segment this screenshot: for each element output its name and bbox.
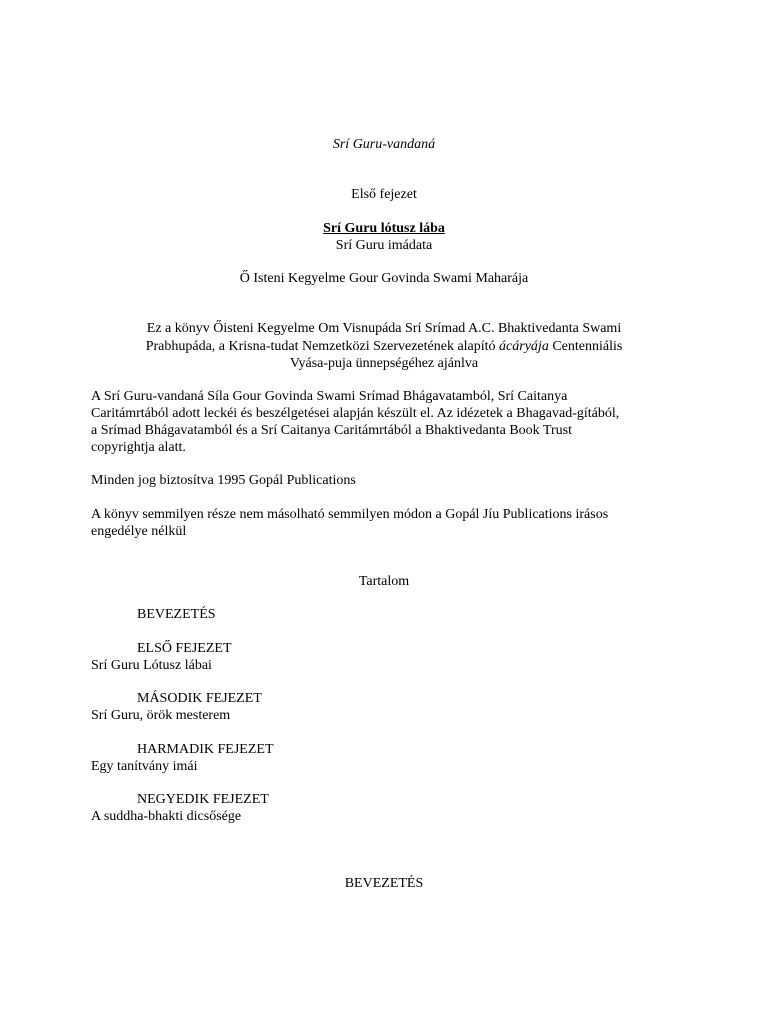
intro-line-4: copyrightja alatt. (91, 440, 186, 455)
section-heading: BEVEZETÉS (344, 876, 424, 891)
dedication-line-2-start: Prabhupáda, a Krisna-tudat Nemzetközi Szervezetének alapító (145, 339, 500, 354)
chapter-subtitle: Srí Guru imádata (335, 238, 433, 253)
book-title: Srí Guru-vandaná (332, 137, 436, 152)
intro-line-2: Caritámrtából adott leckéi és beszélgetései alapján készült el. Az idézetek a Bhagavad-gítából, (91, 406, 620, 421)
toc-entry-subtitle: A suddha-bhakti dicsősége (91, 809, 242, 824)
dedication-line-2 (0, 338, 768, 355)
toc-entry-subtitle: Egy tanítvány imái (91, 759, 198, 774)
toc-entry-heading: NEGYEDIK FEJEZET (137, 792, 269, 807)
notice-line-1: A könyv semmilyen része nem másolható semmilyen módon a Gopál Jíu Publications irásos (91, 507, 609, 522)
toc-entry-heading: MÁSODIK FEJEZET (137, 691, 262, 706)
toc-entry-subtitle: Srí Guru, örök mesterem (91, 708, 231, 723)
toc-entry-heading: HARMADIK FEJEZET (137, 742, 274, 757)
intro-line-1: A Srí Guru-vandaná Síla Gour Govinda Swami Srímad Bhágavatamból, Srí Caitanya (91, 389, 568, 404)
notice-line-2: engedélye nélkül (91, 524, 187, 539)
chapter-title: Srí Guru lótusz lába (323, 221, 445, 236)
chapter-title-line (0, 220, 768, 237)
copyright-line: Minden jog biztosítva 1995 Gopál Publications (91, 473, 356, 488)
chapter-label: Első fejezet (351, 187, 417, 202)
dedication-line-3: Vyása-puja ünnepségéhez ajánlva (289, 356, 479, 371)
toc-heading: Tartalom (358, 574, 410, 589)
dedication-line-1: Ez a könyv Őisteni Kegyelme Om Visnupáda Srí Srímad A.C. Bhaktivedanta Swami (146, 321, 622, 336)
author-line: Ő Isteni Kegyelme Gour Govinda Swami Maharája (239, 271, 529, 286)
toc-entry-subtitle: Srí Guru Lótusz lábai (91, 658, 212, 673)
toc-entry-heading: BEVEZETÉS (137, 607, 216, 622)
dedication-line-2-end: Centenniális (548, 339, 623, 354)
intro-line-3: a Srímad Bhágavatamból és a Srí Caitanya Caritámrtából a Bhaktivedanta Book Trust (91, 423, 572, 438)
toc-entry-heading: ELSŐ FEJEZET (137, 641, 232, 656)
dedication-line-2-italic: ácáryája (499, 339, 549, 354)
